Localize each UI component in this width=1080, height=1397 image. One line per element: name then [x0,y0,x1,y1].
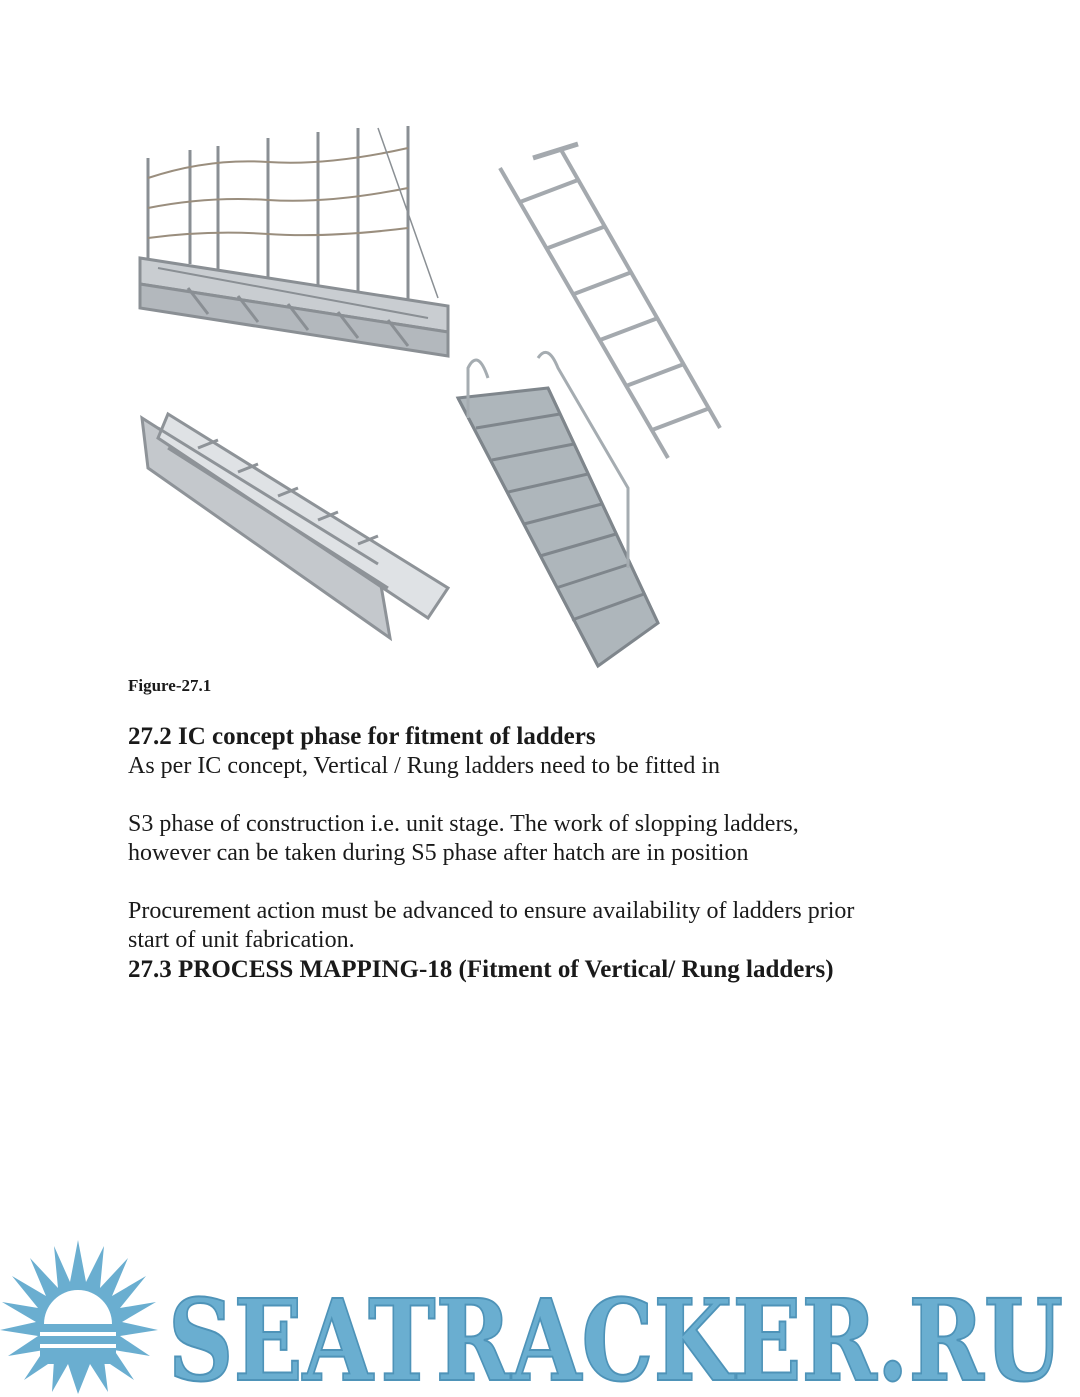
accommodation-ladder-image [142,414,448,638]
paragraph-3-line-1: Procurement action must be advanced to ensure availability of ladders prior [128,898,855,924]
paragraph-2-line-1: S3 phase of construction i.e. unit stage. The work of slopping ladders, [128,811,799,837]
watermark-text: SEATRACKER.RU [168,1276,1063,1397]
gangway-ladder-image [140,126,448,356]
stair-ladder-image [458,352,658,666]
seatracker-watermark [0,1232,1080,1397]
paragraph-2-line-2: however can be taken during S5 phase after hatch are in position [128,840,749,866]
paragraph-1: As per IC concept, Vertical / Rung ladders need to be fitted in [128,753,721,779]
figure-caption: Figure-27.1 [128,676,212,695]
section-heading-27-2: 27.2 IC concept phase for fitment of ladders [128,723,596,750]
body-text [128,722,968,985]
ladders-figure [128,118,728,674]
sun-logo-icon [0,1240,158,1394]
paragraph-3-line-2: start of unit fabrication. [128,927,355,953]
section-heading-27-3: 27.3 PROCESS MAPPING-18 (Fitment of Vertical/ Rung ladders) [128,956,834,983]
